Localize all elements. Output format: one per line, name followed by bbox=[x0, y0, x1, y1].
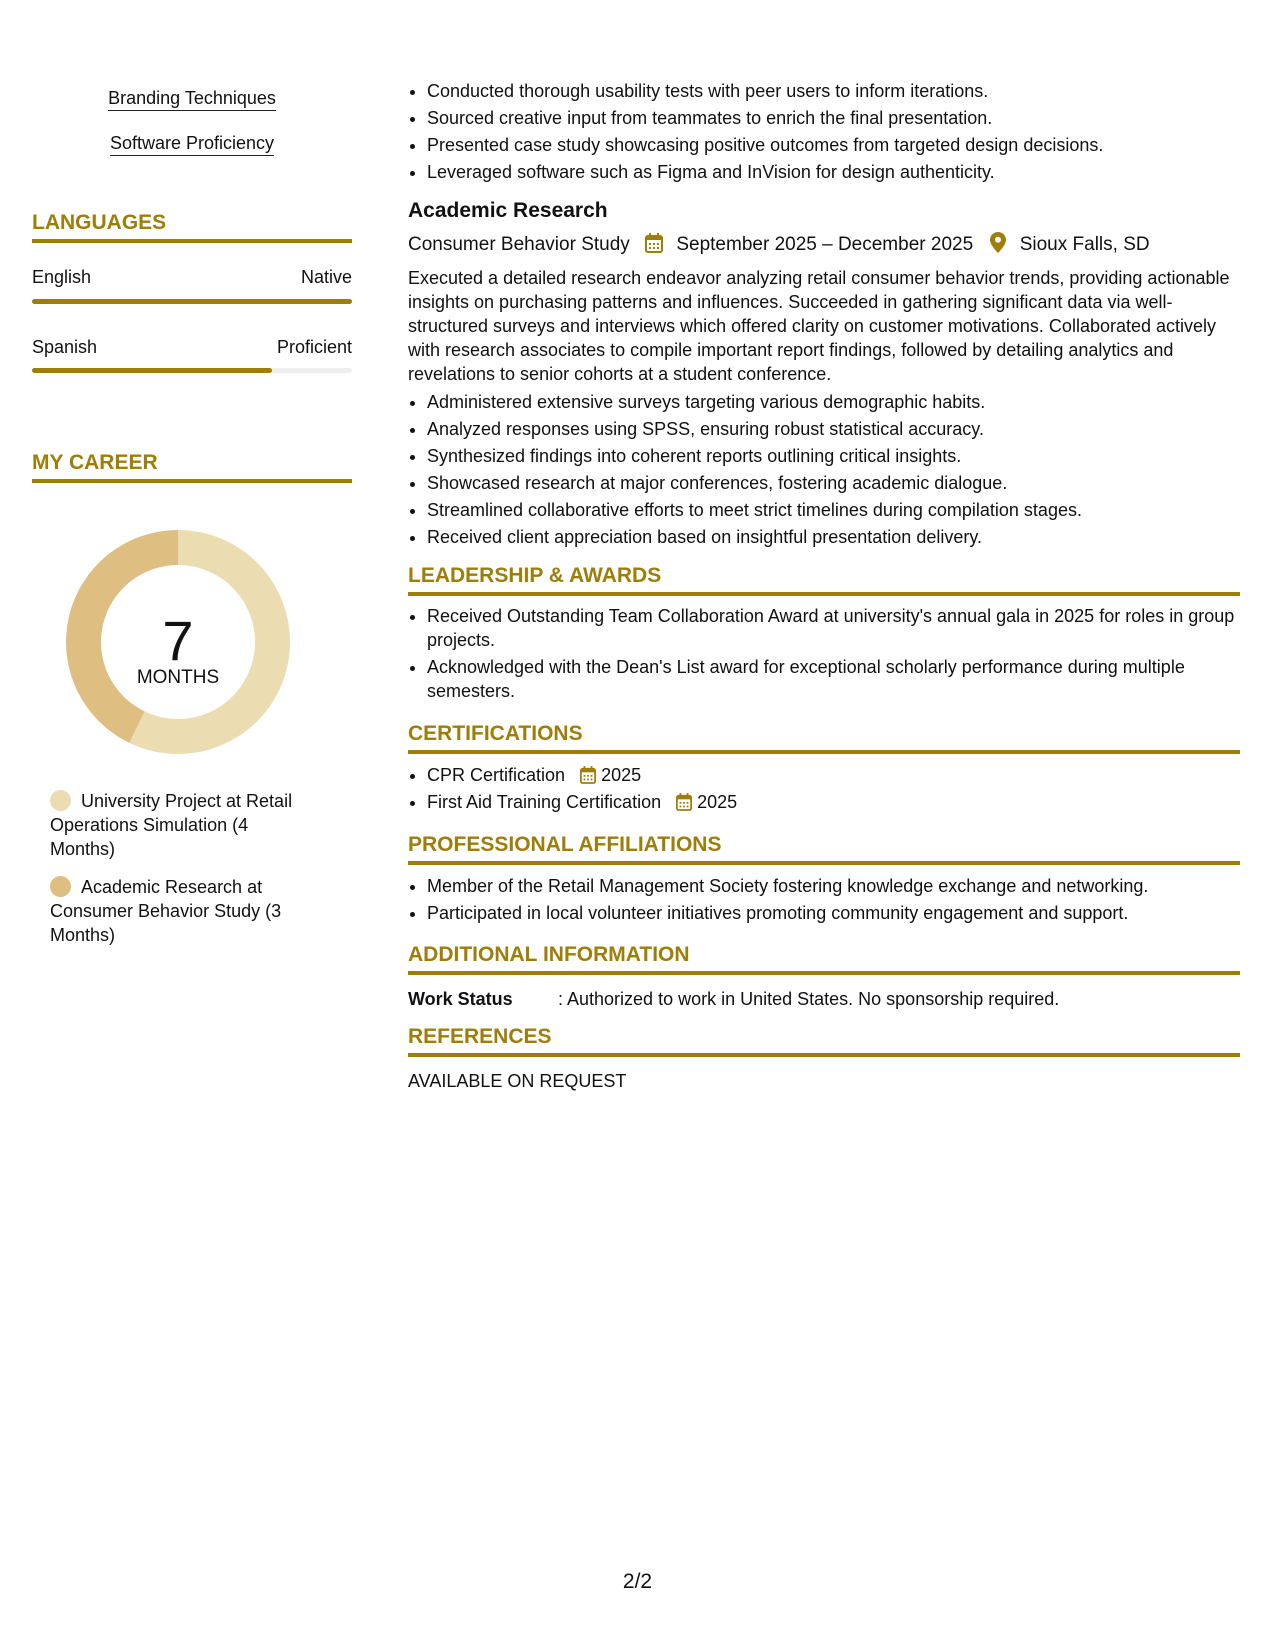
career-total-number: 7 bbox=[162, 609, 194, 672]
career-donut-segment bbox=[66, 530, 178, 743]
affiliations-heading: PROFESSIONAL AFFILIATIONS bbox=[408, 833, 1240, 865]
career-donut-chart bbox=[66, 530, 290, 754]
skill-tag: Branding Techniques bbox=[32, 88, 352, 109]
work-status-row bbox=[408, 989, 1240, 1010]
list-item: • Administered extensive surveys targeting various demographic habits. bbox=[427, 389, 1259, 416]
list-item: • Member of the Retail Management Society fostering knowledge exchange and networking. bbox=[427, 873, 1259, 900]
job-location: Sioux Falls, SD bbox=[1019, 234, 1150, 255]
certification-item: • First Aid Training Certification 2025 bbox=[427, 789, 1259, 816]
certification-item: • CPR Certification 2025 bbox=[427, 762, 1259, 789]
legend-dot bbox=[50, 876, 71, 897]
certifications-list bbox=[408, 762, 1259, 816]
list-item: • Analyzed responses using SPSS, ensuring robust statistical accuracy. bbox=[427, 416, 1259, 443]
list-item: • Sourced creative input from teammates to enrich the final presentation. bbox=[427, 105, 1259, 132]
work-status-label: Work Status bbox=[408, 989, 513, 1009]
languages-heading: LANGUAGES bbox=[32, 211, 352, 243]
legend-dot bbox=[50, 790, 71, 811]
career-legend-item: Academic Research at Consumer Behavior Study (3 Months) bbox=[50, 877, 282, 945]
list-item: • Presented case study showcasing positive outcomes from targeted design decisions. bbox=[427, 132, 1259, 159]
affiliations-bullets bbox=[408, 873, 1259, 927]
work-status-value: : Authorized to work in United States. No sponsorship required. bbox=[558, 989, 1060, 1009]
page-number: 2/2 bbox=[622, 1570, 653, 1593]
experience-bullets bbox=[408, 78, 1259, 186]
location-pin-icon bbox=[990, 232, 1006, 253]
list-item: • Synthesized findings into coherent reports outlining critical insights. bbox=[427, 443, 1259, 470]
language-name: English bbox=[32, 267, 92, 287]
research-bullets bbox=[408, 389, 1259, 551]
leadership-heading: LEADERSHIP & AWARDS bbox=[408, 564, 1240, 596]
language-name: Spanish bbox=[32, 337, 98, 357]
language-bar bbox=[32, 299, 352, 304]
job-summary: Executed a detailed research endeavor analyzing retail consumer behavior trends, providing actionable insights on purchasing patterns and influences. Succeeded in gathering significant data via well-structured surveys and interviews which offered clarity on customer motivations. Collaborated actively with research associates to compile important report findings, followed by detailing analytics and revelations to senior cohorts at a student conference. bbox=[408, 268, 1230, 384]
career-legend-item: University Project at Retail Operations Simulation (4 Months) bbox=[50, 791, 293, 859]
language-level: Native bbox=[300, 267, 352, 287]
skill-tag: Software Proficiency bbox=[32, 133, 352, 154]
references-heading: REFERENCES bbox=[408, 1025, 1240, 1057]
list-item: • Leveraged software such as Figma and InVision for design authenticity. bbox=[427, 159, 1259, 186]
language-row bbox=[32, 267, 352, 288]
language-level: Proficient bbox=[276, 337, 352, 357]
language-bar-fill bbox=[32, 368, 272, 373]
leadership-bullets bbox=[408, 604, 1259, 703]
list-item: • Showcased research at major conferences, fostering academic dialogue. bbox=[427, 470, 1259, 497]
career-heading: MY CAREER bbox=[32, 451, 352, 483]
references-text: AVAILABLE ON REQUEST bbox=[408, 1071, 627, 1091]
list-item: • Received Outstanding Team Collaboration Award at university's annual gala in 2025 for roles in group projects. bbox=[427, 604, 1259, 652]
language-bar bbox=[32, 368, 352, 373]
job-title: Academic Research bbox=[408, 199, 608, 222]
calendar-icon bbox=[645, 233, 663, 253]
job-organization: Consumer Behavior Study bbox=[408, 234, 630, 255]
list-item: • Acknowledged with the Dean's List award for exceptional scholarly performance during multiple semesters. bbox=[427, 655, 1259, 703]
language-row bbox=[32, 337, 352, 358]
list-item: • Conducted thorough usability tests with peer users to inform iterations. bbox=[427, 78, 1259, 105]
additional-info-heading: ADDITIONAL INFORMATION bbox=[408, 943, 1240, 975]
job-dates: September 2025 – December 2025 bbox=[676, 234, 974, 255]
career-total-unit: MONTHS bbox=[136, 667, 220, 688]
language-bar-fill bbox=[32, 299, 352, 304]
list-item: • Streamlined collaborative efforts to meet strict timelines during compilation stages. bbox=[427, 497, 1259, 524]
calendar-icon bbox=[676, 793, 692, 811]
job-meta bbox=[408, 232, 1240, 256]
certifications-heading: CERTIFICATIONS bbox=[408, 722, 1240, 754]
calendar-icon bbox=[580, 766, 596, 784]
list-item: • Participated in local volunteer initiatives promoting community engagement and support. bbox=[427, 900, 1259, 927]
list-item: • Received client appreciation based on insightful presentation delivery. bbox=[427, 524, 1259, 551]
